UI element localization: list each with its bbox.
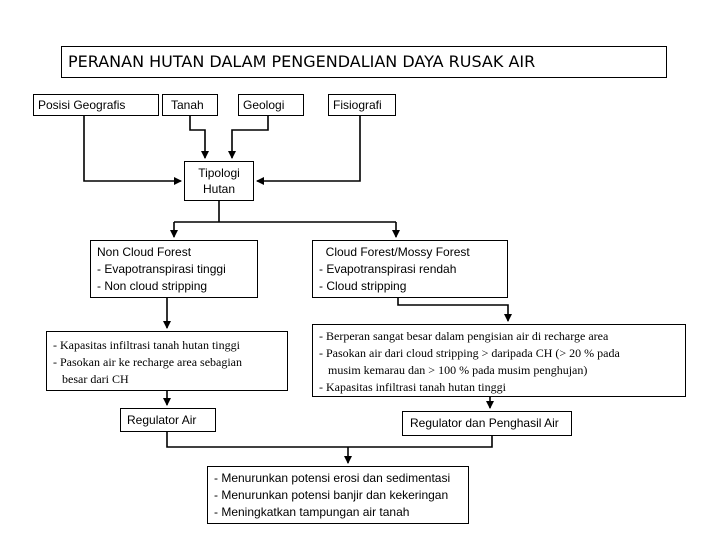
regulator-penghasil-air-box: Regulator dan Penghasil Air bbox=[402, 411, 572, 436]
tipologi-line: Hutan bbox=[202, 182, 236, 196]
arrow-fisiografi-to-tipologi bbox=[257, 116, 360, 181]
factor-fisiografi: Fisiografi bbox=[328, 94, 396, 116]
berperan-line: - Kapasitas infiltrasi tanah hutan tinggi bbox=[319, 380, 506, 394]
arrow-geologi-to-tipologi bbox=[232, 116, 268, 158]
factor-posisi-geografis: Posisi Geografis bbox=[33, 94, 159, 116]
line-reg-down bbox=[167, 432, 492, 447]
arrow-cloud-to-berperan bbox=[398, 298, 508, 321]
kapasitas-line: besar dari CH bbox=[53, 372, 129, 386]
cloud-line: - Evapotranspirasi rendah bbox=[319, 262, 457, 276]
factor-tanah: Tanah bbox=[162, 94, 218, 116]
berperan-line: - Berperan sangat besar dalam pengisian air di recharge area bbox=[319, 329, 609, 343]
tipologi-line: Tipologi bbox=[198, 166, 240, 180]
cloud-line: Cloud Forest/Mossy Forest bbox=[319, 245, 470, 259]
berperan-line: - Pasokan air dari cloud stripping > daripada CH (> 20 % pada bbox=[319, 346, 620, 360]
factor-geologi: Geologi bbox=[238, 94, 304, 116]
kapasitas-line: - Kapasitas infiltrasi tanah hutan tinggi bbox=[53, 338, 240, 352]
arrow-posisi-to-tipologi bbox=[84, 116, 181, 181]
kapasitas-line: - Pasokan air ke recharge area sebagian bbox=[53, 355, 243, 369]
diagram-title: PERANAN HUTAN DALAM PENGENDALIAN DAYA RUSAK AIR bbox=[61, 46, 667, 78]
non-cloud-line: - Non cloud stripping bbox=[97, 279, 208, 293]
menurunkan-line: - Menurunkan potensi erosi dan sedimentasi bbox=[214, 471, 451, 485]
menurunkan-line: - Menurunkan potensi banjir dan kekeringan bbox=[214, 488, 449, 502]
berperan-line: musim kemarau dan > 100 % pada musim penghujan) bbox=[319, 363, 588, 377]
non-cloud-line: Non Cloud Forest bbox=[97, 245, 192, 259]
menurunkan-line: - Meningkatkan tampungan air tanah bbox=[214, 505, 410, 519]
cloud-line: - Cloud stripping bbox=[319, 279, 407, 293]
regulator-air-box: Regulator Air bbox=[120, 408, 216, 432]
non-cloud-line: - Evapotranspirasi tinggi bbox=[97, 262, 226, 276]
arrow-tanah-to-tipologi bbox=[190, 116, 205, 158]
